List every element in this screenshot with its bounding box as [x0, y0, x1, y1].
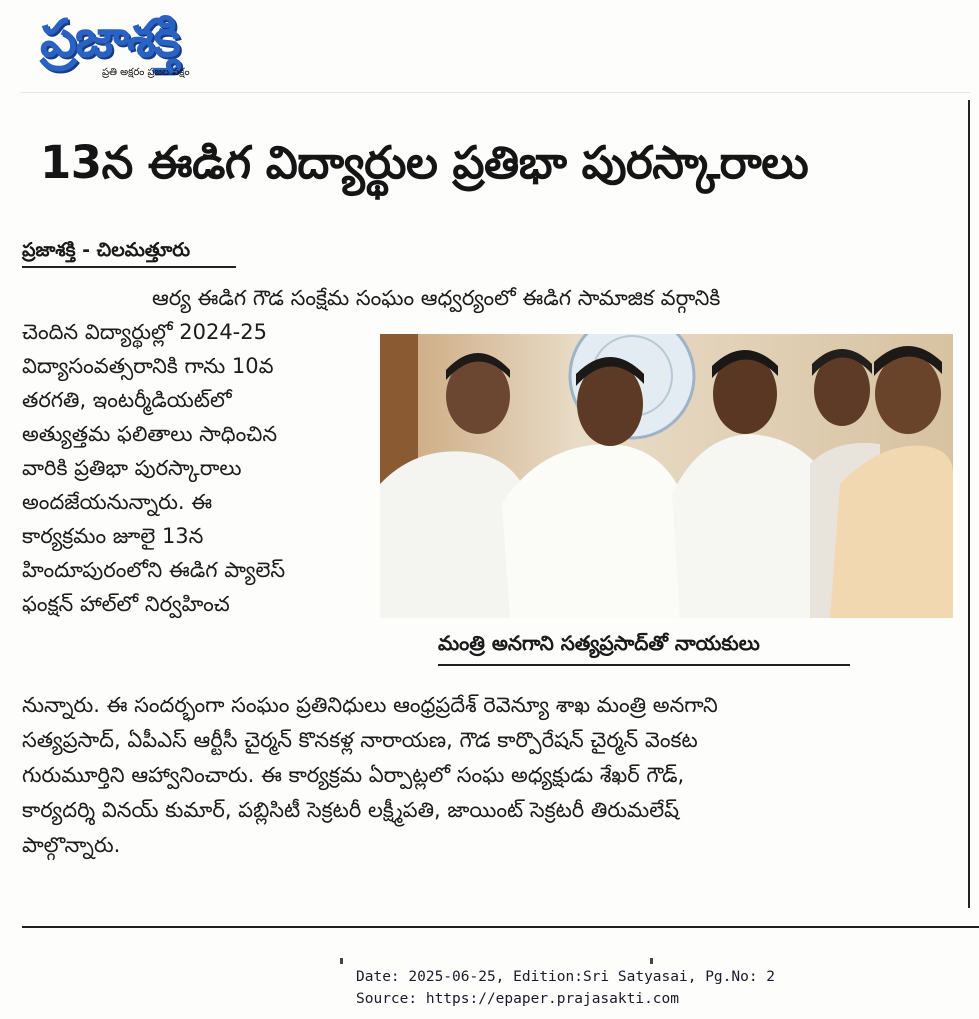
article-photo	[380, 334, 953, 618]
body-line: సత్యప్రసాద్, ఏపీఎస్ ఆర్టీసీ చైర్మన్ కొనకళ్ల నారాయణ, గౌడ కార్పొరేషన్ చైర్మన్ వెంకట	[22, 728, 698, 752]
photo-caption: మంత్రి అనగాని సత్యప్రసాద్‌తో నాయకులు	[438, 631, 760, 655]
body-line: గురుమూర్తిని ఆహ్వానించారు. ఈ కార్యక్రమ ఏర్పాట్లలో సంఘ అధ్యక్షుడు శేఖర్ గౌడ్,	[22, 763, 685, 787]
body-line: ఆర్య ఈడిగ గౌడ సంక్షేమ సంఘం ఆధ్వర్యంలో ఈడిగ సామాజిక వర్గానికి	[152, 286, 721, 310]
body-line: తరగతి, ఇంటర్మీడియట్‌లో	[22, 388, 232, 412]
caption-underline	[438, 664, 850, 666]
body-line: కార్యక్రమం జూలై 13న	[22, 524, 204, 548]
body-line: వారికి ప్రతిభా పురస్కారాలు	[22, 456, 242, 480]
body-line: విద్యాసంవత్సరానికి గాను 10వ	[22, 354, 274, 378]
body-line: హిందూపురంలోని ఈడిగ ప్యాలెస్	[22, 558, 286, 582]
dateline-underline	[22, 266, 236, 268]
masthead-divider	[20, 92, 970, 93]
photo-illustration	[380, 334, 953, 618]
body-line: చెందిన విద్యార్థుల్లో 2024-25	[22, 320, 267, 344]
footer-divider	[22, 926, 979, 928]
scan-mark	[340, 958, 343, 964]
scan-mark	[650, 958, 653, 964]
column-rule	[968, 100, 970, 908]
body-line: అందజేయనున్నారు. ఈ	[22, 490, 213, 514]
logo-wordmark: ప్రజాశక్తి	[40, 9, 179, 69]
body-line: నున్నారు. ఈ సందర్భంగా సంఘం ప్రతినిధులు ఆంధ్రప్రదేశ్ రెవెన్యూ శాఖ మంత్రి అనగాని	[22, 693, 718, 717]
source-url-line: Source: https://epaper.prajasakti.com	[356, 991, 680, 1007]
article-dateline: ప్రజాశక్తి - చిలమత్తూరు	[22, 239, 191, 261]
body-line: కార్యదర్శి వినయ్ కుమార్, పబ్లిసిటీ సెక్రటరీ లక్ష్మీపతి, జాయింట్ సెక్రటరీ తిరుమలేష్	[22, 798, 680, 822]
body-line: పాల్గొన్నారు.	[22, 833, 121, 857]
prajasakti-logo	[40, 8, 285, 84]
body-line: ఫంక్షన్ హాల్‌లో నిర్వహించ	[22, 592, 230, 616]
logo-tagline: ప్రతి అక్షరం ప్రజల పక్షం	[102, 67, 190, 78]
source-date-line: Date: 2025-06-25, Edition:Sri Satyasai, Pg.No: 2	[356, 969, 776, 985]
body-line: అత్యుత్తమ ఫలితాలు సాధించిన	[22, 422, 278, 446]
article-headline: 13న ఈడిగ విద్యార్థుల ప్రతిభా పురస్కారాలు	[40, 136, 809, 189]
